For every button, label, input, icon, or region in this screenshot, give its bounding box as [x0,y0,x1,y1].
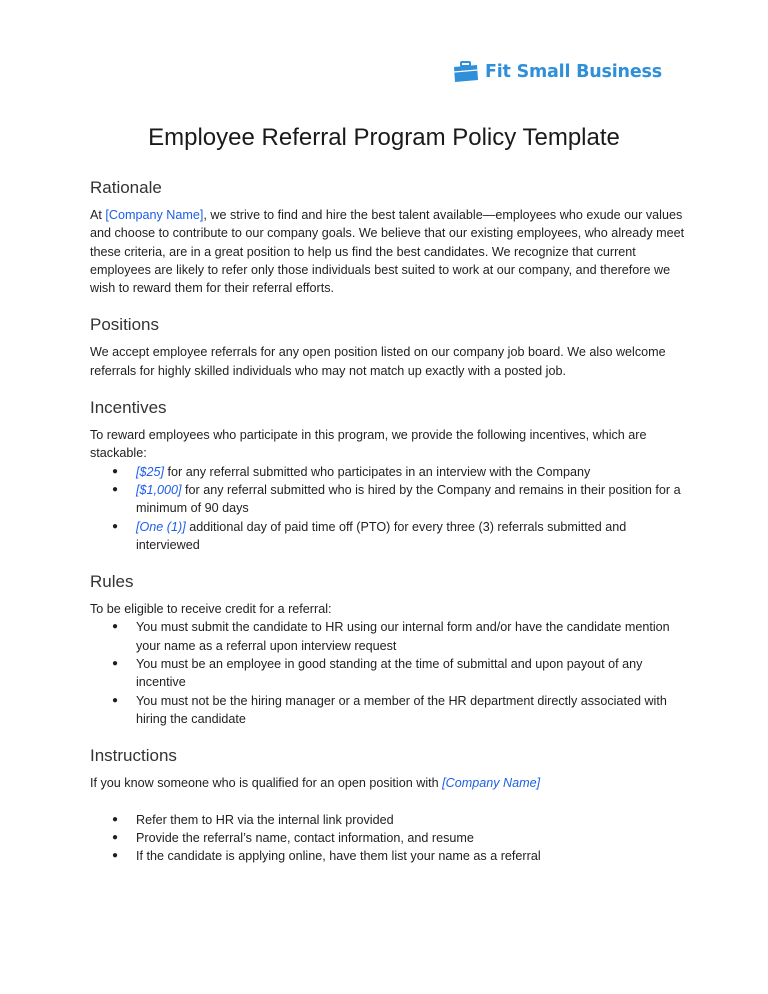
list-item: ● Provide the referral’s name, contact information, and resume [136,829,690,847]
list-item [136,518,690,555]
incentive-amount-placeholder: [One (1)] [136,519,186,534]
rationale-paragraph [90,206,690,297]
incentives-intro: To reward employees who participate in this program, we provide the following incentives, which are stackable: [90,428,647,461]
paragraph-gap [90,793,690,811]
section-heading-rules: Rules [90,572,134,592]
brand-name: Fit Small Business [485,62,662,82]
briefcase-icon [452,61,479,83]
company-name-placeholder: [Company Name] [105,208,204,222]
rationale-body: , we strive to find and hire the best talent available—employees who exude our values and choose to contribute to our company goals. We believe that our existing employees, who already meet these criteria, are in a great position to help us find the best candidates. We recognize that current employees are likely to refer only those individuals best suited to work at our company, and therefore we wish to reward them for their referral efforts. [90,208,685,296]
section-heading-positions: Positions [90,315,159,335]
list-item: ● You must not be the hiring manager or a member of the HR department directly associated with hiring the candidate [136,692,690,729]
section-positions [90,313,690,380]
list-item [136,463,690,481]
incentive-text: for any referral submitted who is hired by the Company and remains in their position for a minimum of 90 days [136,482,681,516]
list-item: ● Refer them to HR via the internal link provided [136,811,690,829]
list-item [136,481,690,518]
instructions-intro-text: If you know someone who is qualified for an open position with [90,776,443,791]
section-heading-instructions: Instructions [90,746,177,766]
instructions-list [90,811,690,866]
section-rationale [90,176,690,297]
incentives-list [90,463,690,554]
rationale-prefix: At [90,208,106,222]
instructions-intro [90,774,690,792]
document-body [90,176,690,881]
section-rules [90,570,690,728]
section-heading-incentives: Incentives [90,398,167,418]
list-item: ● You must submit the candidate to HR using our internal form and/or have the candidate mention your name as a referral upon interview request [136,618,690,655]
brand-logo [452,58,662,86]
section-heading-rationale: Rationale [90,178,162,197]
positions-paragraph: We accept employee referrals for any open position listed on our company job board. We also welcome referrals for highly skilled individuals who may not match up exactly with a posted job. [90,345,666,378]
company-name-placeholder: [Company Name] [442,776,541,791]
section-instructions [90,744,690,865]
page-title: Employee Referral Program Policy Template [148,124,620,151]
incentive-amount-placeholder: [$1,000] [136,482,182,497]
list-item: ● If the candidate is applying online, have them list your name as a referral [136,847,690,865]
list-item: ● You must be an employee in good standing at the time of submittal and upon payout of any incentive [136,655,690,692]
incentive-text: for any referral submitted who participates in an interview with the Company [164,464,591,479]
rules-intro: To be eligible to receive credit for a referral: [90,602,332,617]
rules-list [90,618,690,728]
incentive-text: additional day of paid time off (PTO) for every three (3) referrals submitted and interviewed [136,519,627,552]
incentive-amount-placeholder: [$25] [136,464,165,479]
section-incentives [90,396,690,554]
